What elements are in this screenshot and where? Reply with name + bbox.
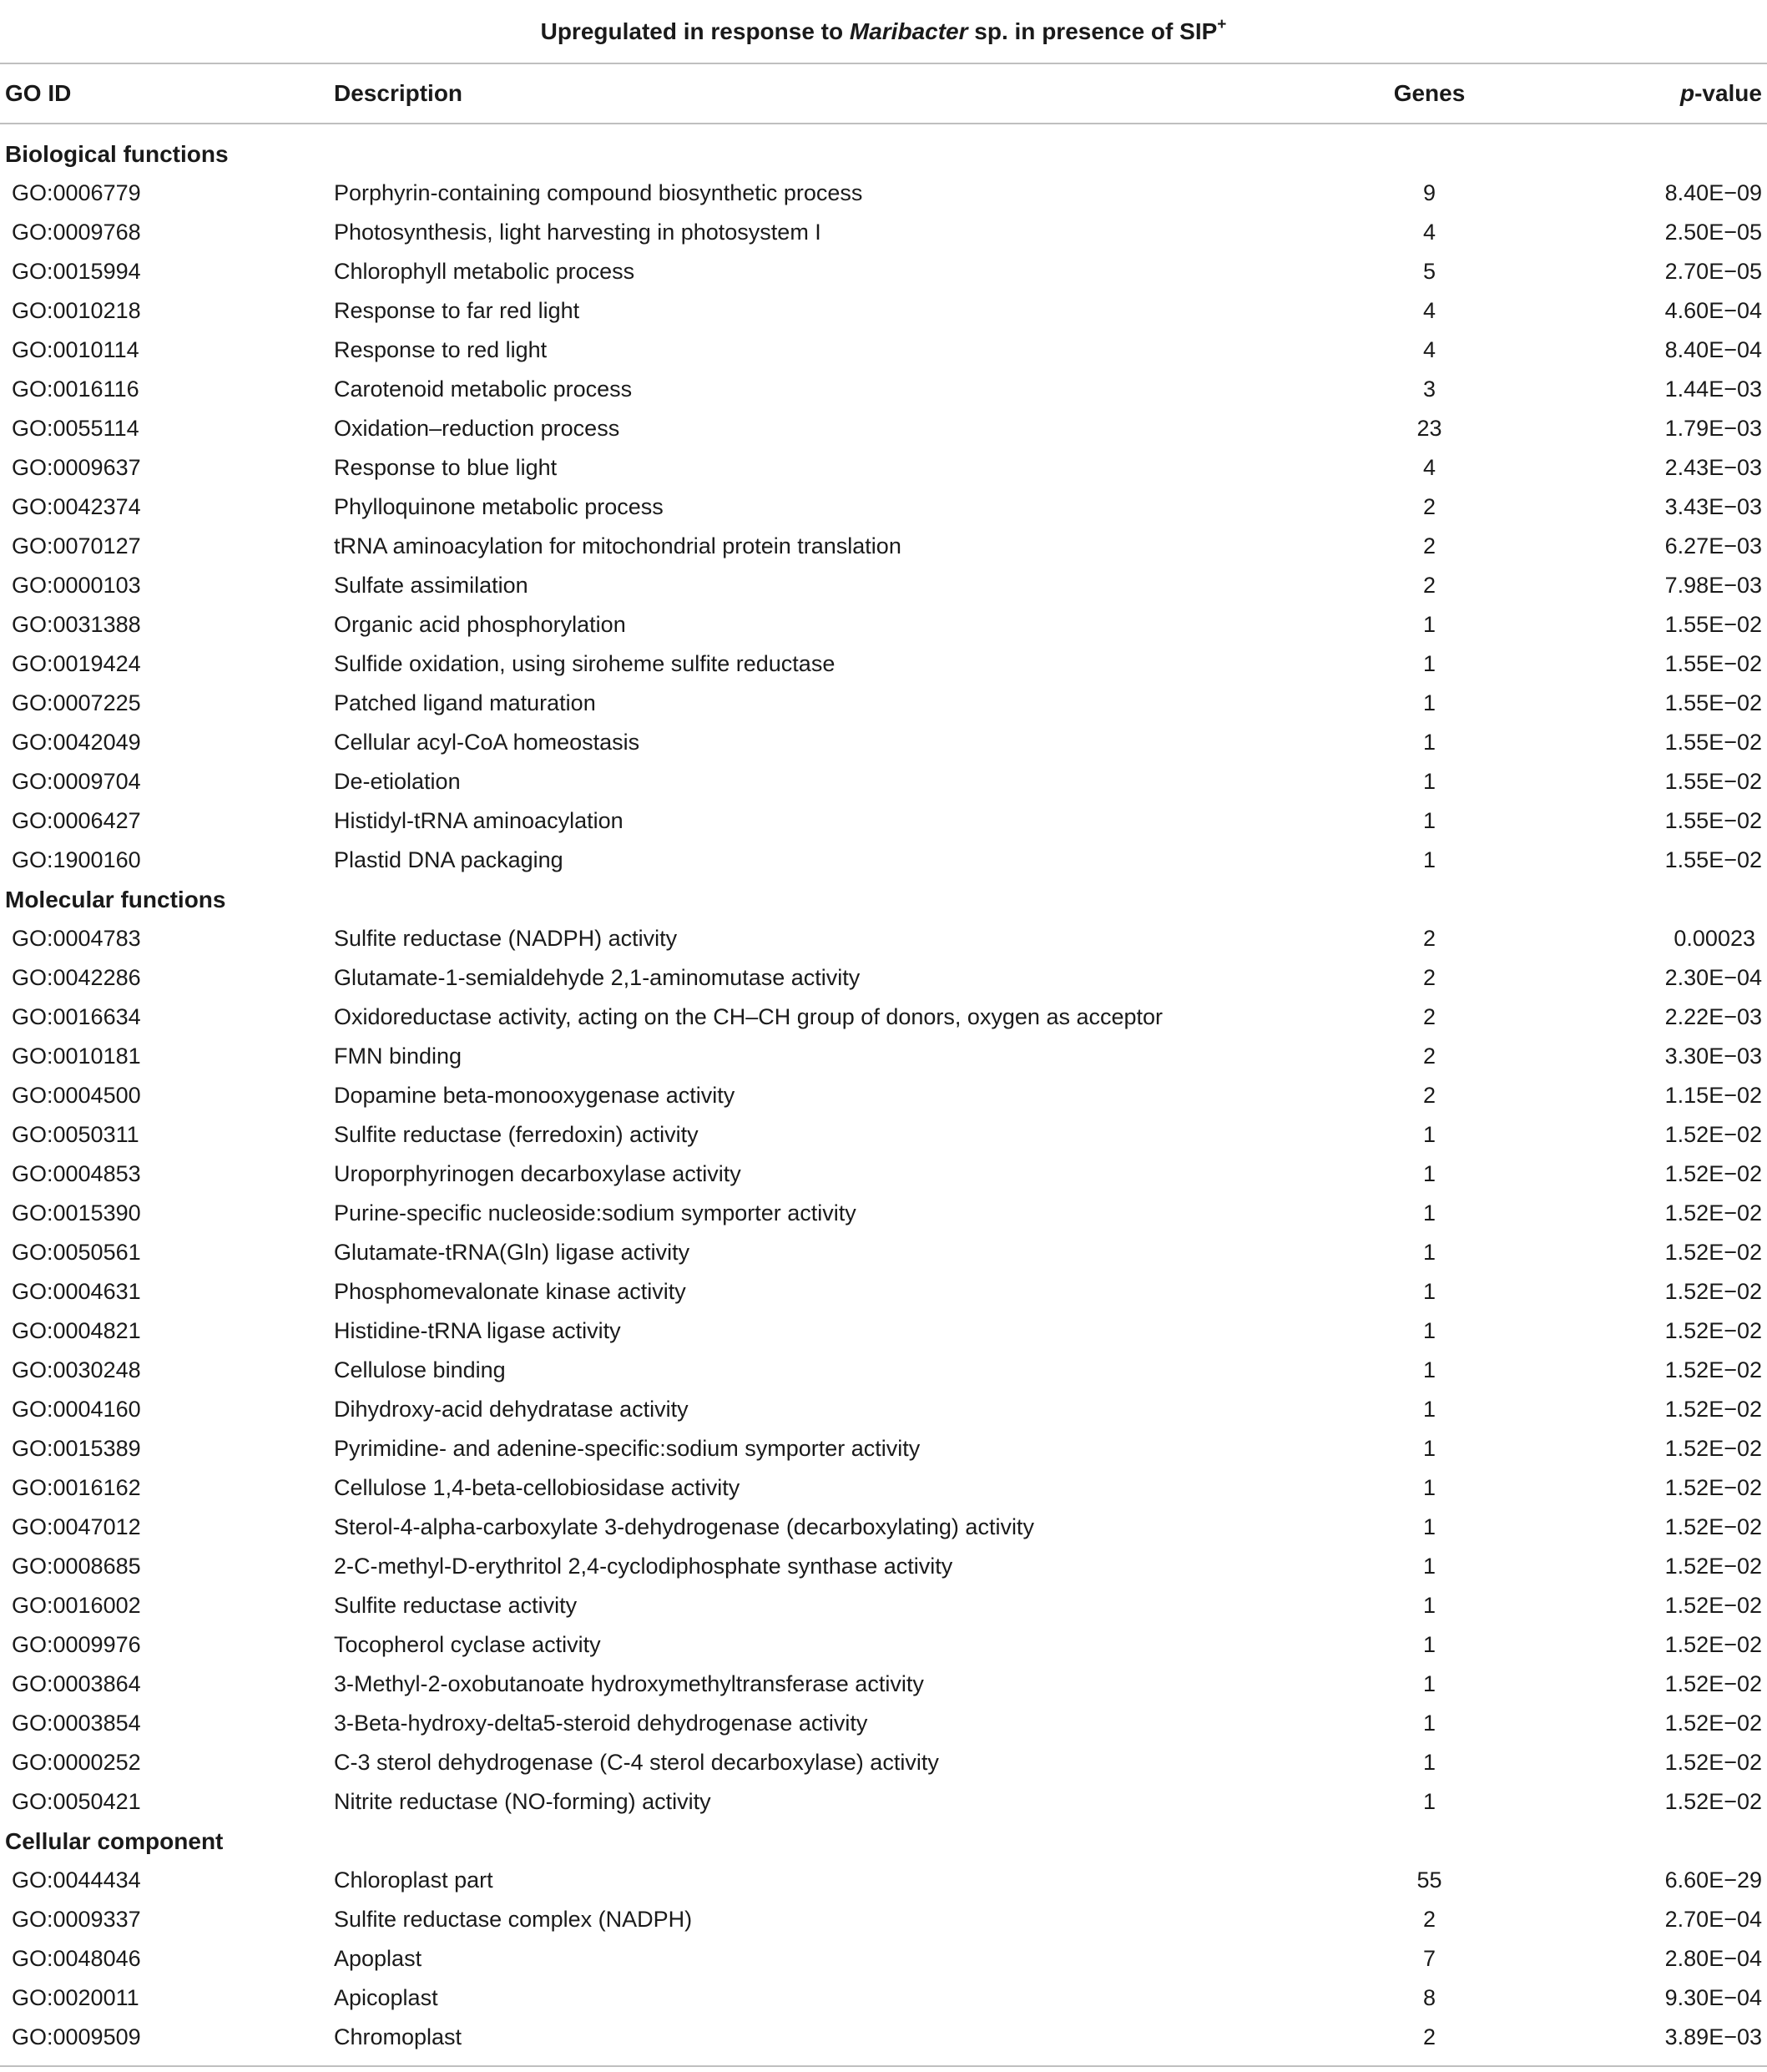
description-cell: Sulfide oxidation, using siroheme sulfite reductase [334,651,836,676]
go-id-cell: GO:0009704 [12,769,141,794]
go-id-cell: GO:0050311 [12,1122,139,1147]
description-cell: Histidyl-tRNA aminoacylation [334,808,623,833]
go-id-cell: GO:0003854 [12,1711,141,1736]
pvalue-cell: 1.52E−02 [1664,1357,1762,1382]
header-pvalue-rest: -value [1694,80,1762,106]
table-row [0,644,1767,684]
go-id-cell: GO:0010114 [12,337,139,362]
genes-cell: 1 [1422,1554,1436,1579]
genes-cell: 4 [1422,337,1436,362]
genes-cell: 1 [1422,1397,1436,1422]
header-go-id: GO ID [5,80,72,106]
pvalue-cell: 1.52E−02 [1664,1750,1762,1775]
title-suffix: sp. in presence of SIP [967,18,1218,44]
description-cell: tRNA aminoacylation for mitochondrial protein translation [334,533,901,558]
table-row [0,958,1767,998]
table-row [0,1429,1767,1468]
genes-cell: 1 [1422,651,1436,676]
description-cell: Chloroplast part [334,1867,493,1893]
go-id-cell: GO:0004631 [12,1279,141,1304]
pvalue-cell: 1.15E−02 [1664,1083,1762,1108]
pvalue-cell: 4.60E−04 [1664,298,1762,323]
genes-cell: 1 [1422,1514,1436,1539]
table-row [0,1233,1767,1272]
pvalue-cell: 6.27E−03 [1664,533,1762,558]
go-id-cell: GO:0006779 [12,180,141,205]
description-cell: 2-C-methyl-D-erythritol 2,4-cyclodiphosphate synthase activity [334,1554,953,1579]
pvalue-cell: 1.52E−02 [1664,1671,1762,1696]
go-id-cell: GO:0009637 [12,455,141,480]
genes-cell: 1 [1422,1122,1436,1147]
pvalue-cell: 1.52E−02 [1664,1593,1762,1618]
genes-cell: 55 [1416,1867,1442,1893]
table-row [0,841,1767,880]
table-row [0,1547,1767,1586]
genes-cell: 1 [1422,1161,1436,1186]
description-cell: C-3 sterol dehydrogenase (C-4 sterol decarboxylase) activity [334,1750,939,1775]
table-row [0,2018,1767,2057]
description-cell: Sulfite reductase (ferredoxin) activity [334,1122,699,1147]
table-row [0,409,1767,448]
description-cell: Dihydroxy-acid dehydratase activity [334,1397,689,1422]
go-id-cell: GO:0004500 [12,1083,141,1108]
go-id-cell: GO:0016634 [12,1004,141,1029]
table-row [0,1900,1767,1939]
table-row [0,801,1767,841]
pvalue-cell: 6.60E−29 [1664,1867,1762,1893]
pvalue-cell: 1.52E−02 [1664,1279,1762,1304]
pvalue-cell: 1.55E−02 [1664,612,1762,637]
genes-cell: 2 [1422,1083,1436,1108]
go-id-cell: GO:0004160 [12,1397,141,1422]
description-cell: Response to far red light [334,298,580,323]
genes-cell: 1 [1422,1632,1436,1657]
go-id-cell: GO:0015389 [12,1436,141,1461]
description-cell: Uroporphyrinogen decarboxylase activity [334,1161,741,1186]
genes-cell: 5 [1422,259,1436,284]
description-cell: Nitrite reductase (NO-forming) activity [334,1789,711,1814]
table-row [0,1861,1767,1900]
description-cell: Tocopherol cyclase activity [334,1632,601,1657]
pvalue-cell: 0.00023 [1674,926,1755,951]
table-row [0,1743,1767,1782]
description-cell: Dopamine beta-monooxygenase activity [334,1083,735,1108]
pvalue-cell: 1.55E−02 [1664,808,1762,833]
pvalue-cell: 1.55E−02 [1664,690,1762,715]
go-id-cell: GO:0000252 [12,1750,141,1775]
table-row [0,1979,1767,2018]
pvalue-cell: 1.79E−03 [1664,416,1762,441]
go-id-cell: GO:0016116 [12,376,139,402]
go-id-cell: GO:0044434 [12,1867,141,1893]
go-id-cell: GO:0042286 [12,965,141,990]
go-id-cell: GO:0031388 [12,612,141,637]
pvalue-cell: 8.40E−04 [1664,337,1762,362]
table-row [0,1468,1767,1508]
genes-cell: 8 [1422,1985,1436,2010]
genes-cell: 1 [1422,1593,1436,1618]
genes-cell: 2 [1422,1907,1436,1932]
table-row [0,1194,1767,1233]
table-row [0,213,1767,252]
genes-cell: 2 [1422,2024,1436,2049]
section-heading: Cellular component [5,1828,224,1854]
description-cell: Histidine-tRNA ligase activity [334,1318,621,1343]
genes-cell: 4 [1422,298,1436,323]
description-cell: Organic acid phosphorylation [334,612,626,637]
genes-cell: 3 [1422,376,1436,402]
description-cell: Cellulose binding [334,1357,506,1382]
genes-cell: 1 [1422,612,1436,637]
description-cell: Response to red light [334,337,548,362]
pvalue-cell: 7.98E−03 [1664,573,1762,598]
go-id-cell: GO:0009509 [12,2024,141,2049]
table-row [0,1115,1767,1155]
table-row [0,174,1767,213]
genes-cell: 2 [1422,926,1436,951]
genes-cell: 23 [1416,416,1442,441]
genes-cell: 2 [1422,494,1436,519]
pvalue-cell: 2.80E−04 [1664,1946,1762,1971]
description-cell: 3-Beta-hydroxy-delta5-steroid dehydrogenase activity [334,1711,868,1736]
description-cell: Cellulose 1,4-beta-cellobiosidase activity [334,1475,740,1500]
table-row [0,1311,1767,1351]
table-row [0,605,1767,644]
pvalue-cell: 2.30E−04 [1664,965,1762,990]
table-row [0,1939,1767,1979]
section-heading: Biological functions [5,141,229,167]
genes-cell: 1 [1422,769,1436,794]
description-cell: Phylloquinone metabolic process [334,494,664,519]
genes-cell: 1 [1422,730,1436,755]
go-id-cell: GO:0003864 [12,1671,141,1696]
go-id-cell: GO:0015994 [12,259,141,284]
pvalue-cell: 1.52E−02 [1664,1122,1762,1147]
table-row [0,762,1767,801]
genes-cell: 1 [1422,690,1436,715]
table-row [0,291,1767,331]
genes-cell: 1 [1422,1750,1436,1775]
genes-cell: 2 [1422,573,1436,598]
table-row [0,919,1767,958]
header-pvalue [1680,77,1762,110]
header-rule [0,123,1767,124]
table-row [0,1665,1767,1704]
go-id-cell: GO:0070127 [12,533,141,558]
description-cell: Carotenoid metabolic process [334,376,633,402]
go-id-cell: GO:0004853 [12,1161,141,1186]
genes-cell: 1 [1422,847,1436,872]
description-cell: De-etiolation [334,769,461,794]
description-cell: 3-Methyl-2-oxobutanoate hydroxymethyltransferase activity [334,1671,924,1696]
pvalue-cell: 1.52E−02 [1664,1200,1762,1226]
pvalue-cell: 1.52E−02 [1664,1789,1762,1814]
pvalue-cell: 2.50E−05 [1664,220,1762,245]
header-description: Description [334,80,463,106]
genes-cell: 1 [1422,1475,1436,1500]
go-id-cell: GO:0042049 [12,730,141,755]
genes-cell: 4 [1422,220,1436,245]
description-cell: Sulfite reductase complex (NADPH) [334,1907,693,1932]
pvalue-cell: 1.55E−02 [1664,847,1762,872]
header-pvalue-italic: p [1679,80,1695,106]
pvalue-cell: 3.43E−03 [1664,494,1762,519]
pvalue-cell: 3.89E−03 [1664,2024,1762,2049]
description-cell: Response to blue light [334,455,558,480]
table-row [0,331,1767,370]
pvalue-cell: 8.40E−09 [1664,180,1762,205]
table-row [0,370,1767,409]
genes-cell: 1 [1422,1436,1436,1461]
genes-cell: 1 [1422,1357,1436,1382]
pvalue-cell: 1.52E−02 [1664,1711,1762,1736]
description-cell: FMN binding [334,1044,462,1069]
pvalue-cell: 2.70E−05 [1664,259,1762,284]
pvalue-cell: 1.52E−02 [1664,1554,1762,1579]
genes-cell: 1 [1422,1240,1436,1265]
genes-cell: 2 [1422,965,1436,990]
pvalue-cell: 1.52E−02 [1664,1318,1762,1343]
bottom-rule [0,2065,1767,2067]
table-row [0,1782,1767,1822]
go-id-cell: GO:0004821 [12,1318,141,1343]
go-id-cell: GO:0016002 [12,1593,141,1618]
go-id-cell: GO:1900160 [12,847,141,872]
pvalue-cell: 9.30E−04 [1664,1985,1762,2010]
title-superscript: + [1217,15,1227,33]
go-id-cell: GO:0009337 [12,1907,141,1932]
table-row [0,1390,1767,1429]
genes-cell: 4 [1422,455,1436,480]
go-id-cell: GO:0050561 [12,1240,141,1265]
description-cell: Sulfite reductase (NADPH) activity [334,926,678,951]
pvalue-cell: 1.52E−02 [1664,1240,1762,1265]
go-id-cell: GO:0020011 [12,1985,139,2010]
description-cell: Glutamate-tRNA(Gln) ligase activity [334,1240,690,1265]
go-id-cell: GO:0010181 [12,1044,141,1069]
go-id-cell: GO:0006427 [12,808,141,833]
table-row [0,1076,1767,1115]
genes-cell: 1 [1422,1789,1436,1814]
genes-cell: 9 [1422,180,1436,205]
pvalue-cell: 1.52E−02 [1664,1475,1762,1500]
genes-cell: 1 [1422,1671,1436,1696]
pvalue-cell: 2.43E−03 [1664,455,1762,480]
genes-cell: 7 [1422,1946,1436,1971]
description-cell: Chromoplast [334,2024,462,2049]
go-id-cell: GO:0048046 [12,1946,141,1971]
go-id-cell: GO:0047012 [12,1514,141,1539]
title-rule [0,63,1767,64]
pvalue-cell: 1.55E−02 [1664,730,1762,755]
genes-cell: 2 [1422,1044,1436,1069]
go-id-cell: GO:0015390 [12,1200,141,1226]
go-id-cell: GO:0016162 [12,1475,141,1500]
table-row [0,488,1767,527]
description-cell: Cellular acyl-CoA homeostasis [334,730,640,755]
genes-cell: 2 [1422,533,1436,558]
go-id-cell: GO:0007225 [12,690,141,715]
description-cell: Sulfite reductase activity [334,1593,578,1618]
go-id-cell: GO:0019424 [12,651,141,676]
description-cell: Chlorophyll metabolic process [334,259,635,284]
pvalue-cell: 1.44E−03 [1664,376,1762,402]
genes-cell: 1 [1422,1711,1436,1736]
pvalue-cell: 1.52E−02 [1664,1514,1762,1539]
table-row [0,1272,1767,1311]
go-id-cell: GO:0009768 [12,220,141,245]
description-cell: Sterol-4-alpha-carboxylate 3-dehydrogenase (decarboxylating) activity [334,1514,1034,1539]
table-row [0,1625,1767,1665]
go-id-cell: GO:0008685 [12,1554,141,1579]
table-row [0,252,1767,291]
go-id-cell: GO:0000103 [12,573,141,598]
go-id-cell: GO:0004783 [12,926,141,951]
description-cell: Sulfate assimilation [334,573,528,598]
go-id-cell: GO:0042374 [12,494,141,519]
pvalue-cell: 2.70E−04 [1664,1907,1762,1932]
genes-cell: 2 [1422,1004,1436,1029]
table-row [0,527,1767,566]
pvalue-cell: 1.55E−02 [1664,769,1762,794]
description-cell: Apicoplast [334,1985,438,2010]
pvalue-cell: 2.22E−03 [1664,1004,1762,1029]
table-row [0,566,1767,605]
title-prefix: Upregulated in response to [540,18,850,44]
go-id-cell: GO:0050421 [12,1789,141,1814]
go-id-cell: GO:0010218 [12,298,141,323]
go-id-cell: GO:0009976 [12,1632,141,1657]
table-row [0,1586,1767,1625]
pvalue-cell: 1.55E−02 [1664,651,1762,676]
description-cell: Patched ligand maturation [334,690,596,715]
table-row [0,1508,1767,1547]
description-cell: Oxidoreductase activity, acting on the CH–CH group of donors, oxygen as acceptor [334,1004,1164,1029]
pvalue-cell: 1.52E−02 [1664,1436,1762,1461]
table-row [0,1155,1767,1194]
description-cell: Phosphomevalonate kinase activity [334,1279,686,1304]
genes-cell: 1 [1422,1318,1436,1343]
table-row [0,1037,1767,1076]
description-cell: Glutamate-1-semialdehyde 2,1-aminomutase activity [334,965,861,990]
description-cell: Purine-specific nucleoside:sodium symporter activity [334,1200,856,1226]
table-title [0,15,1767,48]
pvalue-cell: 1.52E−02 [1664,1397,1762,1422]
description-cell: Oxidation–reduction process [334,416,620,441]
header-genes: Genes [1393,80,1466,106]
description-cell: Apoplast [334,1946,422,1971]
table-row [0,998,1767,1037]
pvalue-cell: 3.30E−03 [1664,1044,1762,1069]
genes-cell: 1 [1422,1279,1436,1304]
description-cell: Porphyrin-containing compound biosynthetic process [334,180,863,205]
genes-cell: 1 [1422,808,1436,833]
go-id-cell: GO:0030248 [12,1357,141,1382]
genes-cell: 1 [1422,1200,1436,1226]
table-row [0,684,1767,723]
section-heading: Molecular functions [5,887,226,912]
go-id-cell: GO:0055114 [12,416,139,441]
pvalue-cell: 1.52E−02 [1664,1161,1762,1186]
table-row [0,1704,1767,1743]
table-row [0,1351,1767,1390]
description-cell: Plastid DNA packaging [334,847,563,872]
description-cell: Photosynthesis, light harvesting in photosystem I [334,220,821,245]
title-italic: Maribacter [849,18,968,44]
table-row [0,448,1767,488]
table-row [0,723,1767,762]
pvalue-cell: 1.52E−02 [1664,1632,1762,1657]
description-cell: Pyrimidine- and adenine-specific:sodium symporter activity [334,1436,921,1461]
